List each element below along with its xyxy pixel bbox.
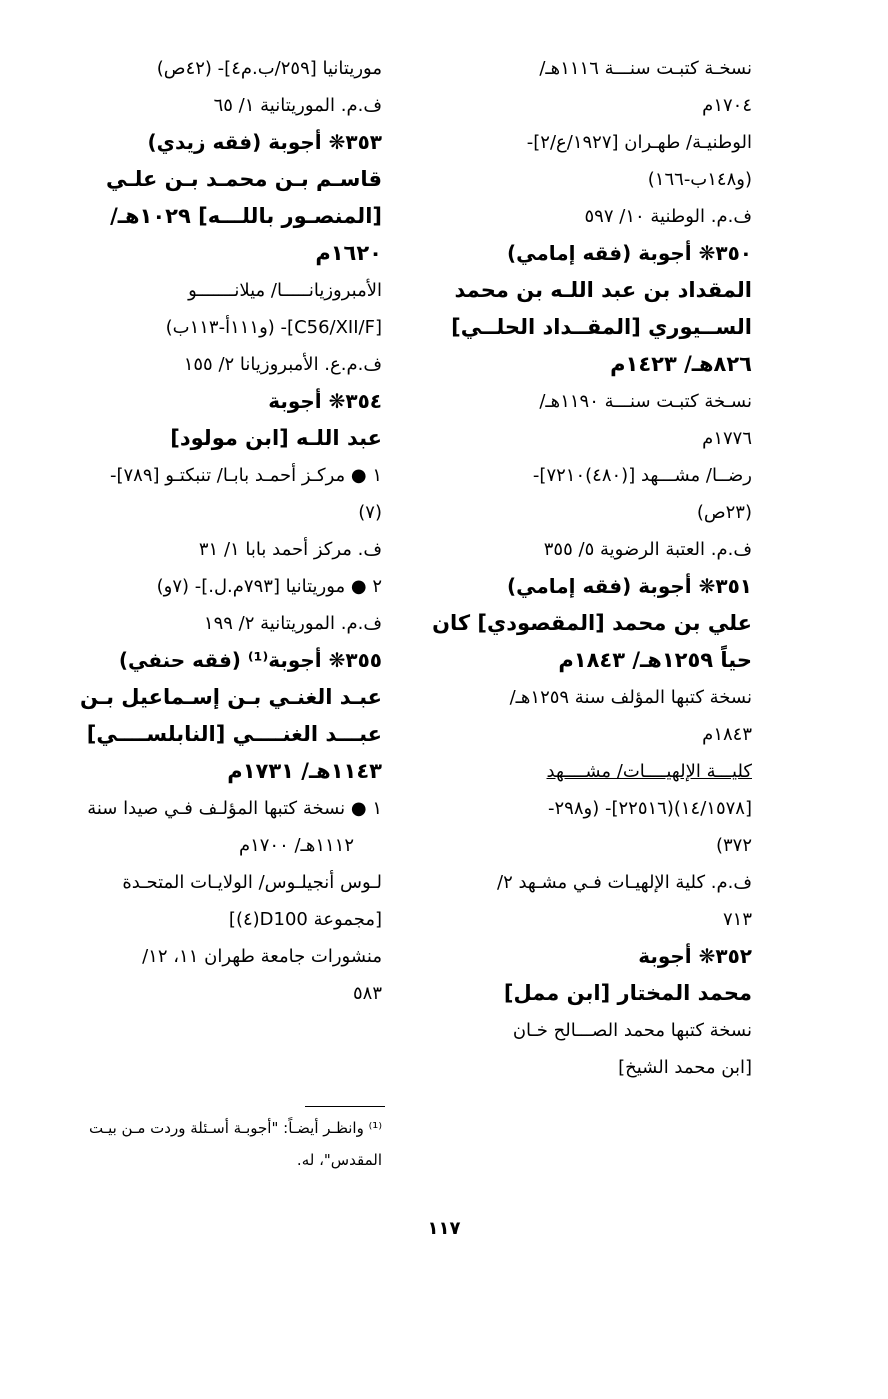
line-text: ١٧٠٤م bbox=[702, 95, 752, 116]
right-column-line bbox=[432, 642, 752, 679]
left-column-line bbox=[48, 938, 382, 975]
left-column bbox=[48, 50, 382, 1012]
line-text: ١ ● مركـز أحمـد بابـا/ تنبكتـو [٧٨٩]- bbox=[109, 465, 382, 486]
left-column-line bbox=[48, 531, 382, 568]
line-text: ف.م. الوطنية ١٠/ ٥٩٧ bbox=[584, 206, 752, 227]
line-text: علي بن محمد [المقصودي] كان bbox=[432, 611, 752, 635]
right-column-line bbox=[432, 790, 752, 827]
line-text: ٧١٣ bbox=[722, 909, 752, 930]
line-text: محمد المختار [ابن ممل] bbox=[503, 981, 752, 1005]
right-column-line bbox=[432, 309, 752, 346]
right-column-line bbox=[432, 346, 752, 383]
right-column-line bbox=[432, 87, 752, 124]
line-text: ١ ● نسخة كتبها المؤلـف فـي صيدا سنة bbox=[87, 798, 382, 819]
left-column-line bbox=[48, 494, 382, 531]
line-text: (٧) bbox=[358, 502, 382, 523]
left-column-line bbox=[48, 383, 382, 420]
line-text: ٥٨٣ bbox=[352, 983, 382, 1004]
left-column-line bbox=[48, 605, 382, 642]
right-column-line bbox=[432, 50, 752, 87]
left-column-line bbox=[48, 235, 382, 272]
right-column-line bbox=[432, 938, 752, 975]
line-text: ١١١٢هـ/ ١٧٠٠م bbox=[238, 835, 354, 856]
left-column-line bbox=[48, 864, 382, 901]
line-text: [١٤/١٥٧٨)(٢٢٥١٦]- (و٢٩٨- bbox=[548, 798, 752, 819]
line-text: (و١٤٨ب-١٦٦) bbox=[647, 169, 752, 190]
line-text: لـوس أنجيلـوس/ الولايـات المتحـدة bbox=[122, 872, 382, 893]
right-column-line bbox=[432, 568, 752, 605]
left-column-line bbox=[48, 87, 382, 124]
line-text: الوطنيـة/ طهـران [١٩٢٧/ع/٢]- bbox=[526, 132, 752, 153]
right-column-line bbox=[432, 975, 752, 1012]
left-column-line bbox=[48, 124, 382, 161]
line-text: رضــا/ مشـــهد [(٤٨٠)٧٢١٠]- bbox=[532, 465, 752, 486]
line-text: ٣٥٠❋ أجوبة (فقه إمامي) bbox=[507, 241, 752, 265]
line-text: (٢٣ص) bbox=[696, 502, 752, 523]
left-column-line bbox=[48, 457, 382, 494]
line-text: ١٨٤٣م bbox=[702, 724, 752, 745]
line-text: ف.م. كلية الإلهيـات فـي مشـهد ٢/ bbox=[497, 872, 752, 893]
right-column-line bbox=[432, 1049, 752, 1086]
page-number: ١١٧ bbox=[427, 1218, 461, 1239]
left-column-line bbox=[48, 420, 382, 457]
footnote bbox=[48, 1112, 382, 1176]
right-column-line bbox=[432, 272, 752, 309]
line-text: الســيوري [المقــداد الحلــي] bbox=[451, 315, 752, 339]
line-text: ١٦٢٠م bbox=[315, 241, 382, 265]
right-column-line bbox=[432, 124, 752, 161]
left-column-line bbox=[48, 642, 382, 679]
line-text: [مجموعة D100(٤)] bbox=[228, 909, 382, 930]
line-text: عبـــد الغنــــي [النابلســــي] bbox=[86, 722, 382, 746]
line-text: ف.م. الموريتانية ٢/ ١٩٩ bbox=[203, 613, 382, 634]
line-text: ٨٢٦هـ/ ١٤٢٣م bbox=[610, 352, 752, 376]
line-text: ٣٥٥❋ أجوبة⁽¹⁾ (فقه حنفي) bbox=[118, 648, 382, 672]
right-column-line bbox=[432, 864, 752, 901]
left-column-line bbox=[48, 50, 382, 87]
line-text: المقداد بن عبد اللـه بن محمد bbox=[454, 278, 752, 302]
left-column-line bbox=[48, 272, 382, 309]
line-text: ٢ ● موريتانيا [٧٩٣م.ل.]- (٧و) bbox=[156, 576, 382, 597]
line-text: حياً ١٢٥٩هـ/ ١٨٤٣م bbox=[558, 648, 752, 672]
left-column-line bbox=[48, 679, 382, 716]
right-column-line bbox=[432, 161, 752, 198]
line-text: نسـخة كتبـت سنـــة ١١٩٠هـ/ bbox=[539, 391, 752, 412]
line-text: قاسـم بـن محمـد بـن علـي bbox=[106, 167, 382, 191]
left-column-line bbox=[48, 716, 382, 753]
line-text: نسخة كتبها محمد الصـــالح خـان bbox=[512, 1020, 752, 1041]
left-column-line bbox=[48, 161, 382, 198]
right-column-line bbox=[432, 198, 752, 235]
left-column-line bbox=[48, 901, 382, 938]
right-column-line bbox=[432, 716, 752, 753]
footnote-line-1: ⁽¹⁾ وانظـر أيضـاً: "أجوبـة أسـئلة وردت مـن بيـت bbox=[88, 1119, 382, 1137]
line-text: منشورات جامعة طهران ١١، ١٢/ bbox=[142, 946, 382, 967]
right-column-line bbox=[432, 383, 752, 420]
right-column-line bbox=[432, 1012, 752, 1049]
right-column-line bbox=[432, 679, 752, 716]
line-text: ١٧٧٦م bbox=[702, 428, 752, 449]
line-text: ف.م.ع. الأمبروزيانا ٢/ ١٥٥ bbox=[183, 354, 382, 375]
left-column-line bbox=[48, 753, 382, 790]
line-text: ٣٧٢) bbox=[715, 835, 752, 856]
line-text: موريتانيا [٢٥٩/ب.م٤]- (٤٢ص) bbox=[156, 58, 382, 79]
line-text: [C56/XII/F]- (و١١١أ-١١٣ب) bbox=[165, 317, 382, 338]
line-text: عبـد الغنـي بـن إسـماعيل بـن bbox=[80, 685, 382, 709]
line-text: كليـــة الإلهيــــات/ مشــــهد bbox=[546, 761, 752, 782]
line-text: ١١٤٣هـ/ ١٧٣١م bbox=[227, 759, 382, 783]
footnote-line-2: المقدس"، له. bbox=[296, 1151, 382, 1169]
left-column-line bbox=[48, 790, 382, 827]
right-column-line bbox=[432, 235, 752, 272]
line-text: ٣٥٣❋ أجوبة (فقه زيدي) bbox=[147, 130, 382, 154]
left-column-line bbox=[48, 346, 382, 383]
left-column-line bbox=[48, 827, 382, 864]
line-text: نسخة كتبها المؤلف سنة ١٢٥٩هـ/ bbox=[509, 687, 752, 708]
line-text: ف. مركز أحمد بابا ١/ ٣١ bbox=[198, 539, 382, 560]
line-text: ٣٥١❋ أجوبة (فقه إمامي) bbox=[507, 574, 752, 598]
line-text: ٣٥٤❋ أجوبة bbox=[268, 389, 382, 413]
right-column-line bbox=[432, 901, 752, 938]
line-text: نسخـة كتبـت سنـــة ١١١٦هـ/ bbox=[539, 58, 752, 79]
line-text: [المنصـور باللـــه] ١٠٢٩هـ/ bbox=[110, 204, 382, 228]
right-column-line bbox=[432, 494, 752, 531]
line-text: [ابن محمد الشيخ] bbox=[618, 1057, 752, 1078]
right-column-line bbox=[432, 753, 752, 790]
line-text: ف.م. العتبة الرضوية ٥/ ٣٥٥ bbox=[543, 539, 752, 560]
left-column-line bbox=[48, 309, 382, 346]
left-column-line bbox=[48, 198, 382, 235]
right-column-line bbox=[432, 457, 752, 494]
footnote-rule bbox=[305, 1106, 385, 1107]
line-text: ف.م. الموريتانية ١/ ٦٥ bbox=[213, 95, 382, 116]
left-column-line bbox=[48, 568, 382, 605]
left-column-line bbox=[48, 975, 382, 1012]
line-text: عبد اللـه [ابن مولود] bbox=[170, 426, 382, 450]
right-column-line bbox=[432, 420, 752, 457]
right-column-line bbox=[432, 531, 752, 568]
line-text: الأمبروزيانـــــا/ ميلانـــــــو bbox=[188, 280, 382, 301]
right-column bbox=[432, 50, 752, 1086]
right-column-line bbox=[432, 605, 752, 642]
line-text: ٣٥٢❋ أجوبة bbox=[638, 944, 752, 968]
right-column-line bbox=[432, 827, 752, 864]
